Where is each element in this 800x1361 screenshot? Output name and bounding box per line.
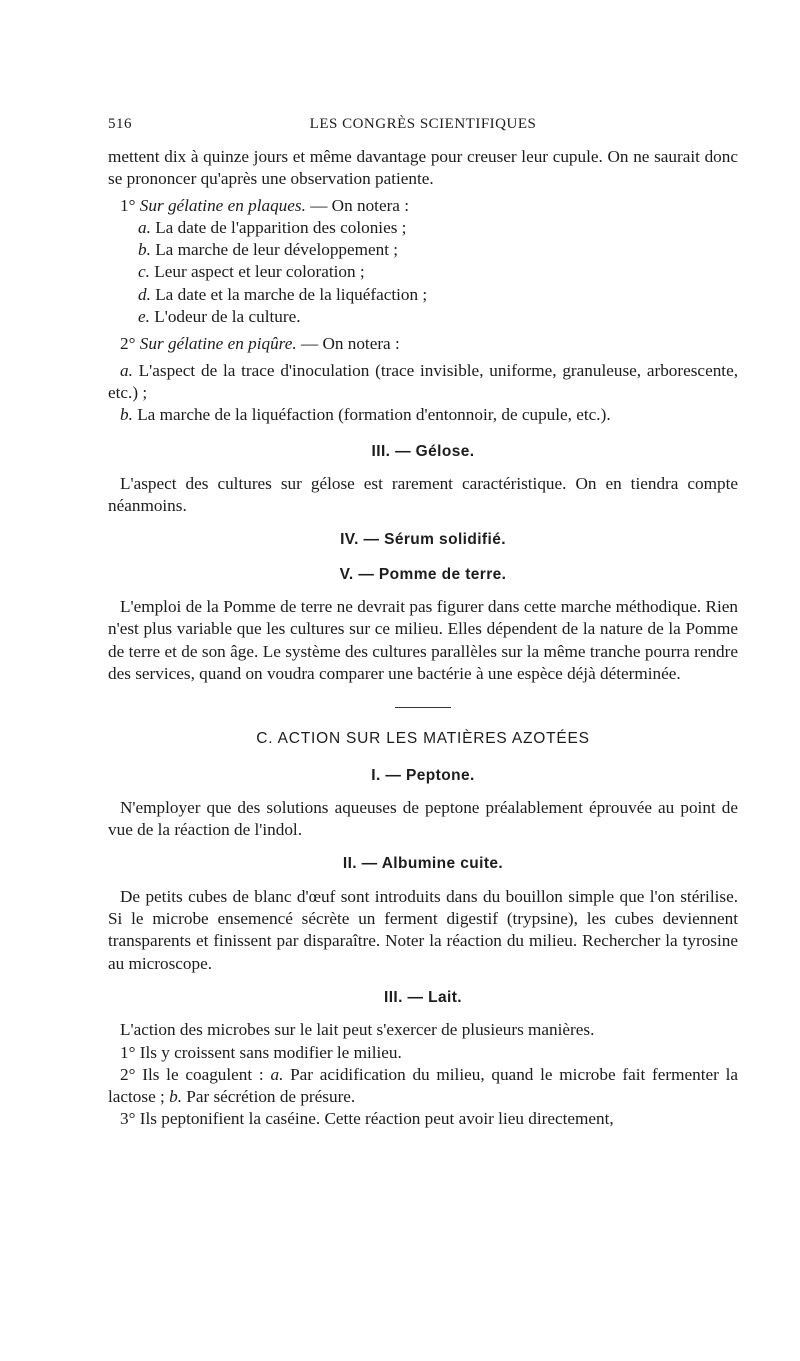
divider-rule: [395, 707, 451, 708]
item-letter: c.: [138, 262, 150, 282]
item-number: 1°: [120, 1042, 136, 1062]
item-letter: a.: [120, 360, 133, 380]
paragraph-peptone: N'employer que des solutions aqueuses de peptone préalablement éprouvée au point de vue de la réaction de l'indol.: [108, 797, 738, 840]
plaques-title: Sur gélatine en plaques.: [139, 195, 306, 215]
item-letter: a.: [270, 1064, 284, 1084]
item-text: Ils y croissent sans modifier le milieu.: [135, 1042, 402, 1062]
list-item: [108, 360, 738, 405]
list-item: [108, 217, 738, 239]
heading-serum: IV. — Sérum solidifié.: [340, 531, 506, 549]
plaques-lead: [108, 195, 738, 217]
heading-albumine: II. — Albumine cuite.: [342, 855, 504, 873]
plaques-number: 1°: [120, 195, 136, 215]
section-heading-c: C. ACTION SUR LES MATIÈRES AZOTÉES: [256, 730, 590, 748]
item-letter: b.: [169, 1087, 182, 1107]
lait-item-1: [108, 1042, 738, 1064]
piqure-number: 2°: [120, 334, 136, 354]
item-letter: e.: [138, 307, 150, 327]
lait-item-3: [108, 1108, 738, 1130]
item-number: 3°: [120, 1109, 136, 1129]
item-letter: b.: [138, 240, 151, 260]
item-text: La date et la marche de la liquéfaction ;: [150, 284, 428, 304]
list-item: [108, 284, 738, 306]
list-item: [108, 306, 738, 328]
lait-item-2: [108, 1064, 738, 1109]
page-number: 516: [108, 116, 132, 132]
paragraph-pomme: L'emploi de la Pomme de terre ne devrait pas figurer dans cette marche méthodique. Rien n'est plus variable que les cultures sur ce milieu. Elles dépendent de la nature de la Pomme de terre et de son âge. Le système des cultures parallèles sur la même tranche pourra rendre des services, quand on voudra comparer une bactérie à une espèce déjà déterminée.: [108, 597, 738, 683]
piqure-lead: [108, 333, 738, 355]
item-text: Par acidification du milieu, quand le microbe fait fermenter la lactose ;: [108, 1064, 739, 1107]
paragraph-albumine: De petits cubes de blanc d'œuf sont introduits dans du bouillon simple que l'on stérilise. Si le microbe ensemencé sécrète un ferment digestif (trypsine), les cubes deviennent transparents et finissent par disparaître. Noter la réaction du milieu. Rechercher la tyrosine au microscope.: [108, 886, 738, 973]
piqure-title: Sur gélatine en piqûre.: [139, 334, 297, 354]
item-text: Leur aspect et leur coloration ;: [149, 262, 365, 282]
paragraph-lait: L'action des microbes sur le lait peut s'exercer de plusieurs manières.: [120, 1020, 595, 1040]
running-head: [108, 116, 738, 140]
item-number: 2°: [120, 1064, 136, 1084]
running-title: LES CONGRÈS SCIENTIFIQUES: [309, 116, 537, 132]
paragraph-gelose: L'aspect des cultures sur gélose est rarement caractéristique. On en tiendra compte néanmoins.: [108, 473, 738, 516]
item-text: L'odeur de la culture.: [149, 307, 301, 327]
piqure-rest: — On notera :: [296, 334, 400, 354]
body-text: [108, 146, 738, 1131]
list-item: [108, 261, 738, 283]
list-item: [108, 404, 738, 426]
item-text: La date de l'apparition des colonies ;: [150, 217, 407, 237]
item-text: La marche de leur développement ;: [150, 240, 399, 260]
heading-peptone: I. — Peptone.: [371, 766, 475, 784]
item-letter: a.: [138, 217, 151, 237]
heading-pomme: V. — Pomme de terre.: [339, 565, 507, 583]
item-text: L'aspect de la trace d'inoculation (trace invisible, uniforme, granuleuse, arborescente, etc.) ;: [108, 360, 738, 402]
paragraph-intro: mettent dix à quinze jours et même davantage pour creuser leur cupule. On ne saurait donc se prononcer qu'après une observation patiente.: [108, 147, 738, 189]
item-text: Ils le coagulent :: [135, 1064, 271, 1084]
item-text: La marche de la liquéfaction (formation d'entonnoir, de cupule, etc.).: [132, 405, 611, 425]
heading-lait: III. — Lait.: [383, 988, 462, 1006]
item-letter: d.: [138, 284, 151, 304]
heading-gelose: III. — Gélose.: [371, 442, 475, 460]
item-text: Par sécrétion de présure.: [181, 1087, 356, 1107]
item-text: Ils peptonifient la caséine. Cette réaction peut avoir lieu directement,: [135, 1109, 614, 1129]
plaques-rest: — On notera :: [305, 195, 409, 215]
item-letter: b.: [120, 405, 133, 425]
list-item: [108, 239, 738, 261]
